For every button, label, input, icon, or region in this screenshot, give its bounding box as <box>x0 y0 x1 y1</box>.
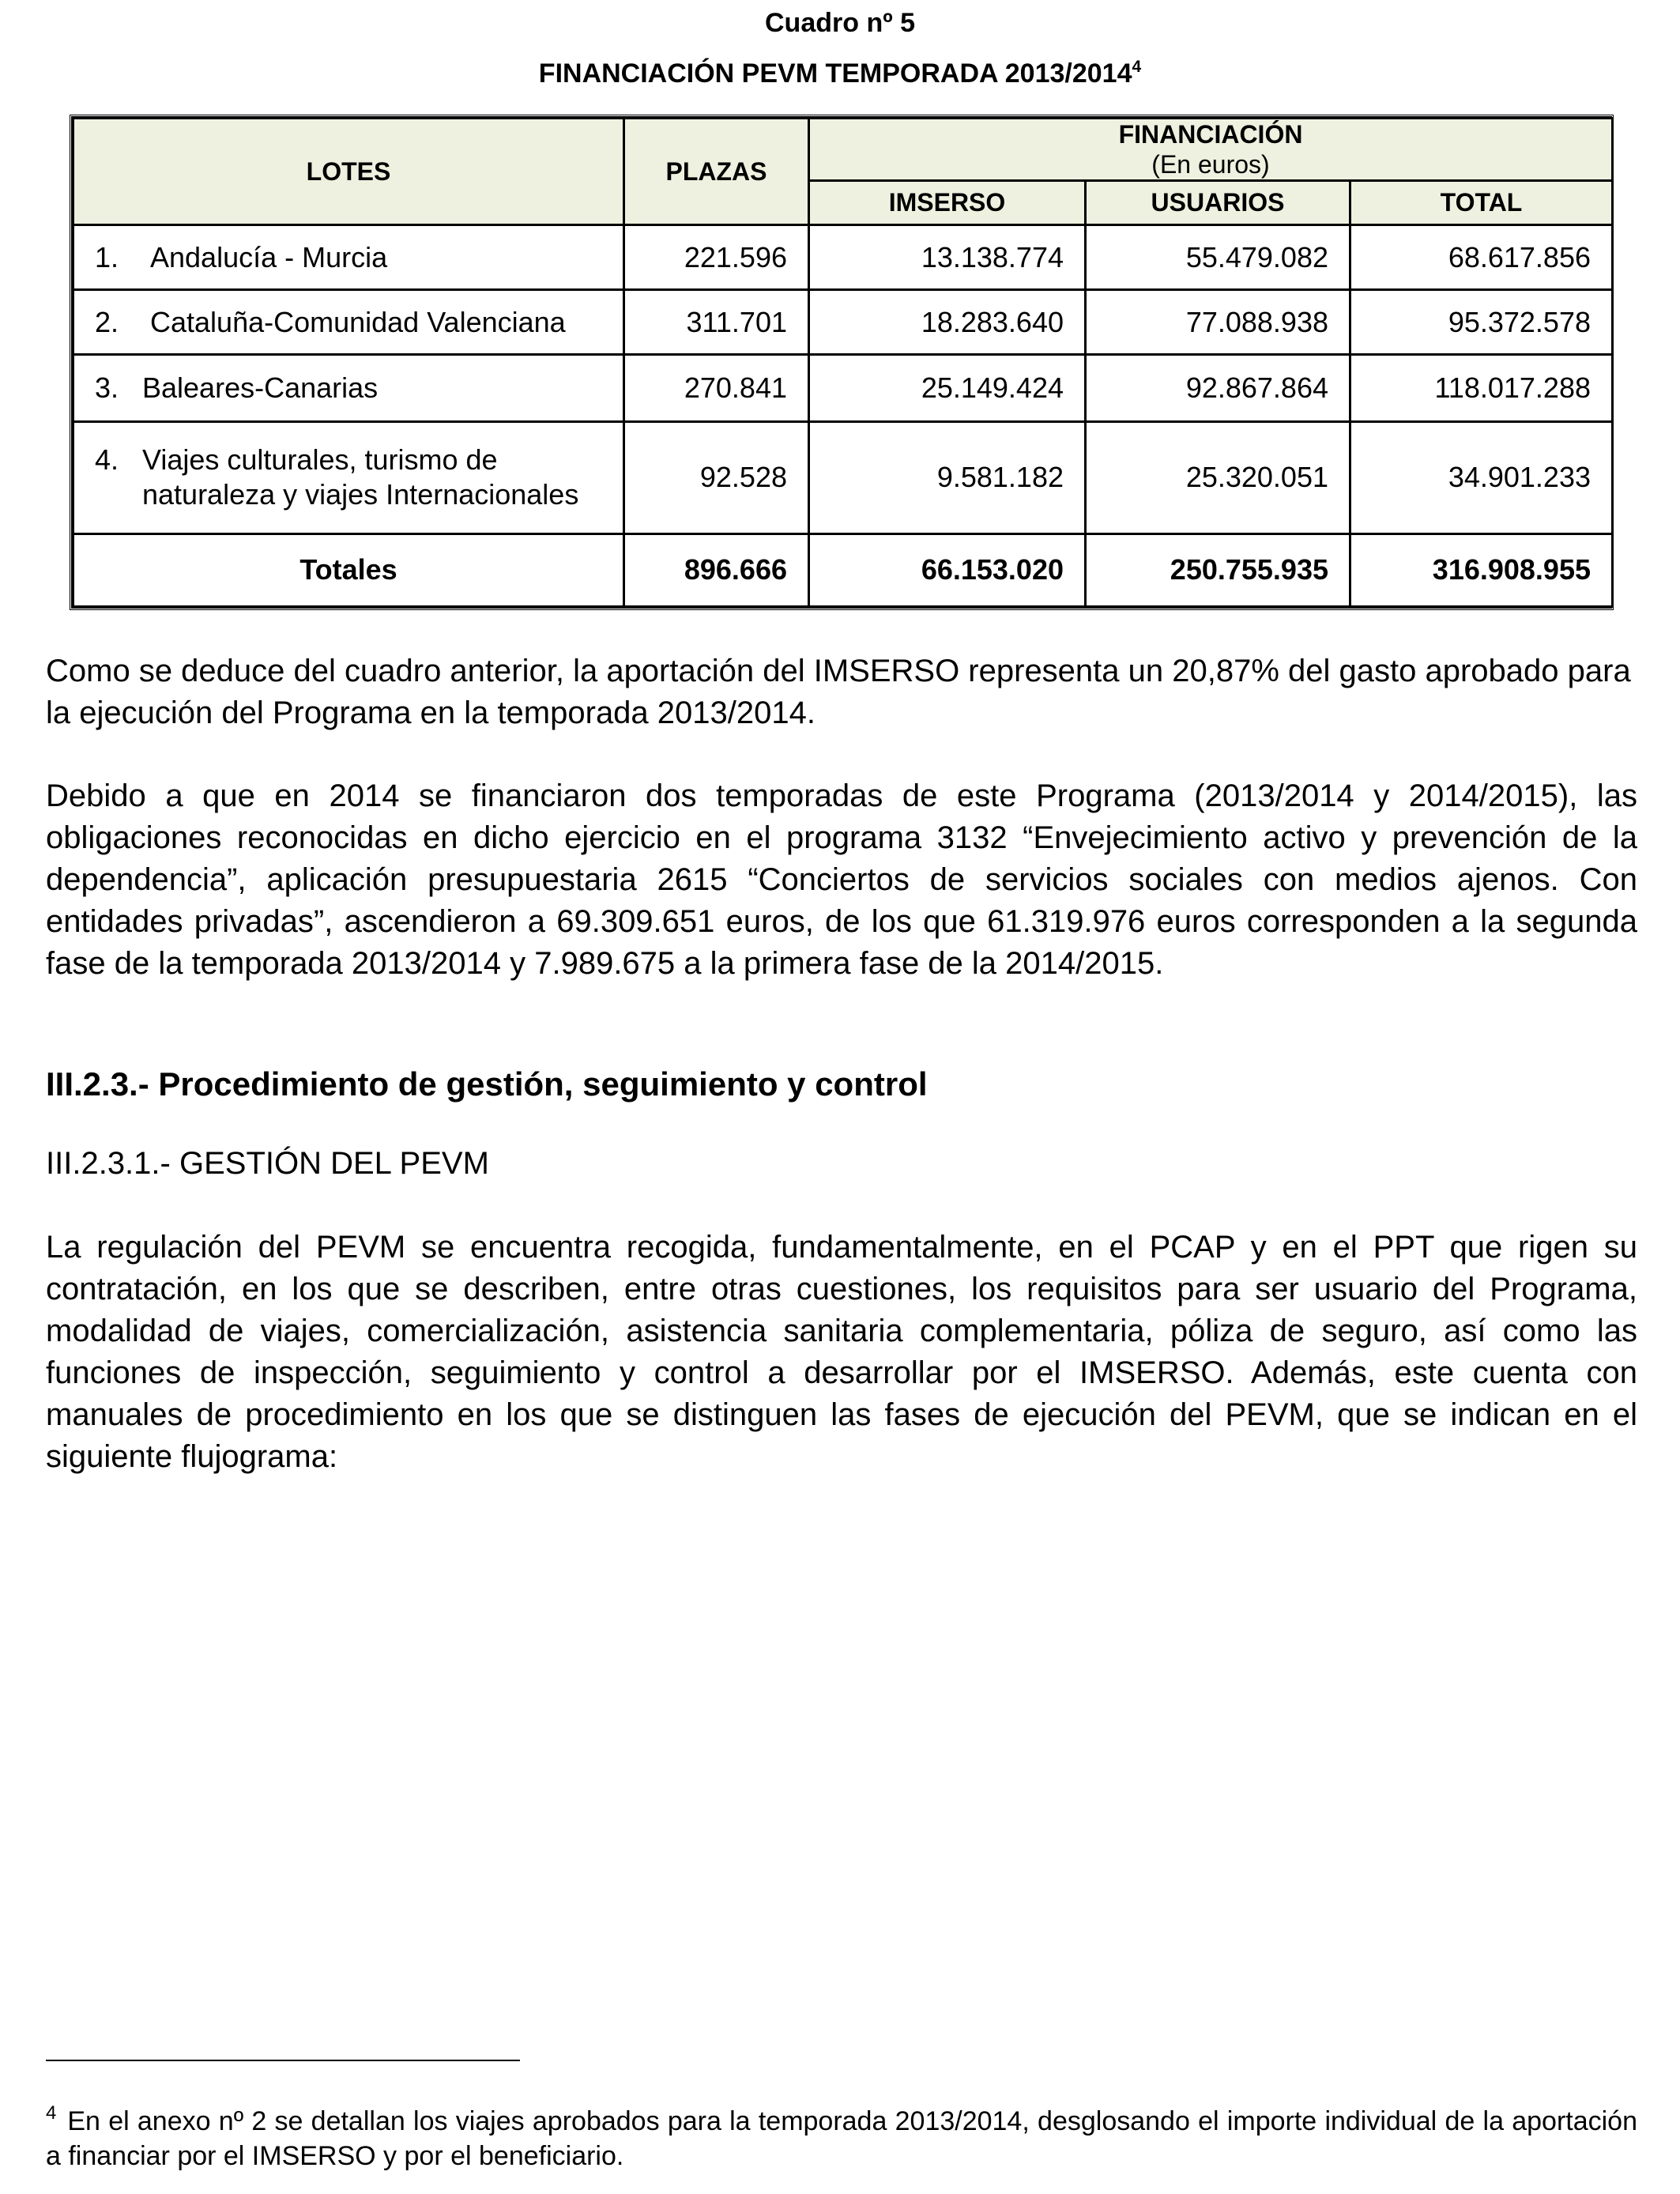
cell-total: 68.617.856 <box>1350 225 1613 290</box>
header-financiacion-label: FINANCIACIÓN <box>1118 120 1303 149</box>
footnote-ref[interactable]: 4 <box>1132 58 1142 76</box>
footnote-number: 4 <box>46 2102 57 2124</box>
paragraph-regulation: La regulación del PEVM se encuentra recogida, fundamentalmente, en el PCAP y en el PPT que rigen su contratación, en los que se describen, entre otras cuestiones, los requisitos para ser usuario del Programa, modalidad de viajes, comercialización, asistencia sanitaria complementaria, póliza de seguro, así como las funciones de inspección, seguimiento y control a desarrollar por el IMSERSO. Además, este cuenta con manuales de procedimiento en los que se distinguen las fases de ejecución del PEVM, que se indican en el siguiente flujograma: <box>46 1230 1637 1474</box>
footnote-text: En el anexo nº 2 se detallan los viajes aprobados para la temporada 2013/2014, desglosando el importe individual de la aportación a financiar por el IMSERSO y por el beneficiario. <box>46 2106 1637 2171</box>
cell-plazas: 92.528 <box>624 421 809 533</box>
header-plazas: PLAZAS <box>624 119 809 225</box>
financing-table <box>72 117 1614 608</box>
totals-label: Totales <box>73 533 624 606</box>
lote-number: 2. <box>95 305 119 338</box>
cell-plazas: 311.701 <box>624 290 809 355</box>
lote-number: 4. <box>95 443 119 477</box>
totals-total: 316.908.955 <box>1350 533 1613 606</box>
financing-table-frame <box>70 115 1614 610</box>
cell-plazas: 221.596 <box>624 225 809 290</box>
cell-usuarios: 55.479.082 <box>1086 225 1350 290</box>
totals-imserso: 66.153.020 <box>809 533 1086 606</box>
table-header-row <box>73 119 1613 181</box>
section-heading: III.2.3.- Procedimiento de gestión, seguimiento y control <box>46 1065 928 1103</box>
totals-usuarios: 250.755.935 <box>1086 533 1350 606</box>
paragraph-imserso-share: Como se deduce del cuadro anterior, la aportación del IMSERSO representa un 20,87% del gasto aprobado para la ejecución del Programa en la temporada 2013/2014. <box>46 654 1631 730</box>
cell-lote <box>73 355 624 421</box>
totals-plazas: 896.666 <box>624 533 809 606</box>
cell-lote <box>73 290 624 355</box>
lote-name: Cataluña-Comunidad Valenciana <box>150 305 566 338</box>
table-row <box>73 225 1613 290</box>
lote-number: 1. <box>95 240 119 273</box>
lote-indent <box>95 477 142 512</box>
header-total: TOTAL <box>1350 181 1613 225</box>
table-row <box>73 355 1613 421</box>
cell-imserso: 13.138.774 <box>809 225 1086 290</box>
cell-total: 34.901.233 <box>1350 421 1613 533</box>
cell-imserso: 25.149.424 <box>809 355 1086 421</box>
table-title-text: FINANCIACIÓN PEVM TEMPORADA 2013/2014 <box>538 58 1132 89</box>
footnote-separator <box>46 2060 520 2061</box>
subsection-heading: III.2.3.1.- GESTIÓN DEL PEVM <box>46 1146 489 1181</box>
cell-imserso: 18.283.640 <box>809 290 1086 355</box>
header-usuarios: USUARIOS <box>1086 181 1350 225</box>
lote-name-line2: naturaleza y viajes Internacionales <box>142 478 579 511</box>
lote-name-line1: Viajes culturales, turismo de <box>142 443 498 477</box>
lote-line <box>95 443 602 477</box>
cell-usuarios: 25.320.051 <box>1086 421 1350 533</box>
table-row <box>73 421 1613 533</box>
cell-total: 95.372.578 <box>1350 290 1613 355</box>
header-financiacion <box>809 119 1613 181</box>
cell-lote <box>73 421 624 533</box>
cell-plazas: 270.841 <box>624 355 809 421</box>
header-en-euros-label: (En euros) <box>1151 150 1270 179</box>
table-totals-row <box>73 533 1613 606</box>
cell-usuarios: 92.867.864 <box>1086 355 1350 421</box>
cell-usuarios: 77.088.938 <box>1086 290 1350 355</box>
header-imserso: IMSERSO <box>809 181 1086 225</box>
table-caption-title <box>0 58 1680 89</box>
header-lotes: LOTES <box>73 119 624 225</box>
cell-lote <box>73 225 624 290</box>
lote-name: Andalucía - Murcia <box>150 240 388 273</box>
paragraph-obligations: Debido a que en 2014 se financiaron dos temporadas de este Programa (2013/2014 y 2014/2015), las obligaciones reconocidas en dicho ejercicio en el programa 3132 “Envejecimiento activo y prevención de la dependencia”, aplicación presupuestaria 2615 “Conciertos de servicios sociales con medios ajenos. Con entidades privadas”, ascendieron a 69.309.651 euros, de los que 61.319.976 euros corresponden a la segunda fase de la temporada 2013/2014 y 7.989.675 a la primera fase de la 2014/2015. <box>46 778 1637 981</box>
lote-name: Baleares-Canarias <box>142 371 379 405</box>
cell-total: 118.017.288 <box>1350 355 1613 421</box>
footnote <box>46 2104 1637 2173</box>
table-row <box>73 290 1613 355</box>
cell-imserso: 9.581.182 <box>809 421 1086 533</box>
lote-line <box>95 477 602 512</box>
table-caption-label: Cuadro nº 5 <box>765 8 915 38</box>
lote-number: 3. <box>95 371 119 405</box>
